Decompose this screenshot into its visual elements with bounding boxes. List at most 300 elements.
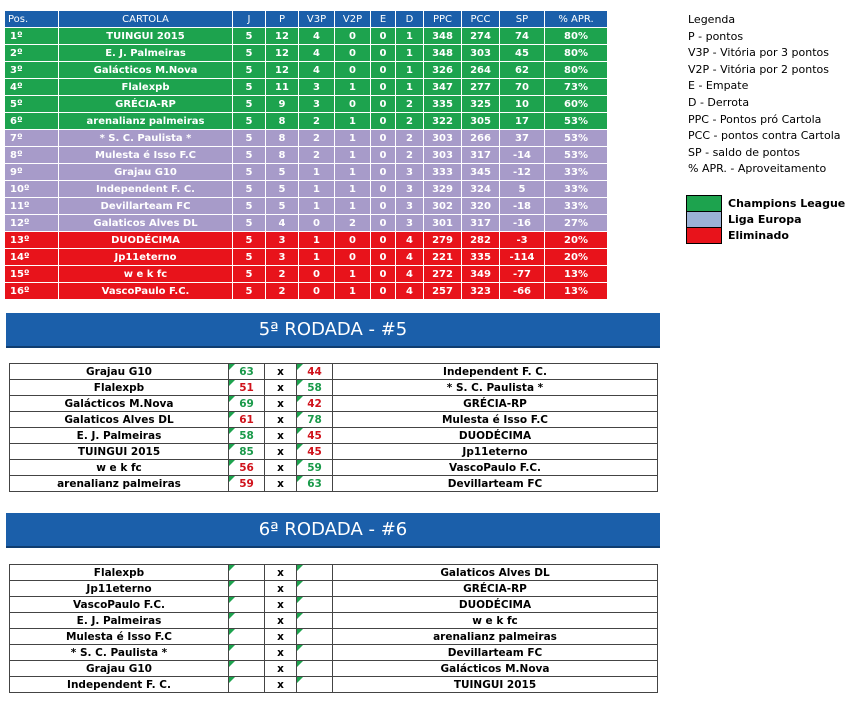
stat-cell: 335: [424, 96, 462, 113]
home-score-cell: 61: [229, 412, 265, 428]
stat-cell: 5: [500, 181, 545, 198]
stat-cell: 11: [266, 79, 299, 96]
stat-cell: 349: [462, 266, 500, 283]
team-name-cell: Jp11eterno: [59, 249, 233, 266]
stat-cell: 27%: [545, 215, 608, 232]
versus-cell: x: [265, 597, 297, 613]
stat-cell: 324: [462, 181, 500, 198]
column-header: E: [371, 11, 396, 28]
stat-cell: 10: [500, 96, 545, 113]
match-row: [10, 629, 658, 645]
standings-row: [5, 113, 608, 130]
stat-cell: 322: [424, 113, 462, 130]
stat-cell: 329: [424, 181, 462, 198]
match-row: [10, 613, 658, 629]
stat-cell: 277: [462, 79, 500, 96]
versus-cell: x: [265, 645, 297, 661]
column-header: Pos.: [5, 11, 59, 28]
zone-label-champions: Champions League: [728, 197, 846, 210]
stat-cell: 0: [371, 147, 396, 164]
position-cell: 8º: [5, 147, 59, 164]
match-row: [10, 565, 658, 581]
match-row: [10, 645, 658, 661]
stat-cell: 20%: [545, 232, 608, 249]
stat-cell: 2: [299, 113, 335, 130]
stat-cell: 2: [299, 130, 335, 147]
stat-cell: 1: [299, 232, 335, 249]
home-score-cell: [229, 565, 265, 581]
stat-cell: 1: [335, 79, 371, 96]
stat-cell: 3: [396, 198, 424, 215]
stat-cell: 303: [424, 130, 462, 147]
standings-row: [5, 181, 608, 198]
stat-cell: 264: [462, 62, 500, 79]
match-row: [10, 380, 658, 396]
versus-cell: x: [265, 565, 297, 581]
home-team-cell: E. J. Palmeiras: [10, 613, 229, 629]
away-score-cell: [297, 645, 333, 661]
away-team-cell: TUINGUI 2015: [333, 677, 658, 693]
stat-cell: 8: [266, 130, 299, 147]
versus-cell: x: [265, 613, 297, 629]
stat-cell: 13%: [545, 266, 608, 283]
stat-cell: 266: [462, 130, 500, 147]
stat-cell: 0: [371, 79, 396, 96]
match-row: [10, 581, 658, 597]
standings-header-row: [5, 11, 608, 28]
match-row: [10, 476, 658, 492]
home-score-cell: 59: [229, 476, 265, 492]
legend-line: D - Derrota: [688, 95, 750, 109]
stat-cell: 60%: [545, 96, 608, 113]
away-team-cell: VascoPaulo F.C.: [333, 460, 658, 476]
stat-cell: -3: [500, 232, 545, 249]
stat-cell: 5: [233, 62, 266, 79]
standings-row: [5, 215, 608, 232]
stat-cell: 1: [299, 181, 335, 198]
match-row: [10, 661, 658, 677]
away-score-cell: [297, 565, 333, 581]
stat-cell: 0: [335, 96, 371, 113]
standings-row: [5, 28, 608, 45]
stat-cell: 279: [424, 232, 462, 249]
stat-cell: 33%: [545, 164, 608, 181]
match-row: [10, 677, 658, 693]
team-name-cell: Galácticos M.Nova: [59, 62, 233, 79]
stat-cell: 12: [266, 28, 299, 45]
team-name-cell: w e k fc: [59, 266, 233, 283]
stat-cell: 348: [424, 28, 462, 45]
stat-cell: 80%: [545, 62, 608, 79]
legend-line: % APR. - Aproveitamento: [688, 162, 827, 176]
versus-cell: x: [265, 661, 297, 677]
stat-cell: 272: [424, 266, 462, 283]
stat-cell: 320: [462, 198, 500, 215]
position-cell: 14º: [5, 249, 59, 266]
team-name-cell: * S. C. Paulista *: [59, 130, 233, 147]
team-name-cell: VascoPaulo F.C.: [59, 283, 233, 300]
stat-cell: 301: [424, 215, 462, 232]
stat-cell: 0: [335, 28, 371, 45]
stat-cell: 3: [396, 181, 424, 198]
away-score-cell: [297, 613, 333, 629]
stat-cell: 0: [371, 266, 396, 283]
stat-cell: 303: [462, 45, 500, 62]
stat-cell: 0: [371, 215, 396, 232]
versus-cell: x: [265, 396, 297, 412]
standings-row: [5, 79, 608, 96]
versus-cell: x: [265, 364, 297, 380]
stat-cell: -14: [500, 147, 545, 164]
away-team-cell: Devillarteam FC: [333, 645, 658, 661]
legend-title: Legenda: [688, 13, 736, 26]
stat-cell: 0: [371, 28, 396, 45]
home-team-cell: Mulesta é Isso F.C: [10, 629, 229, 645]
stat-cell: 1: [299, 249, 335, 266]
stat-cell: 347: [424, 79, 462, 96]
stat-cell: -16: [500, 215, 545, 232]
stat-cell: 0: [371, 113, 396, 130]
match-row: [10, 396, 658, 412]
position-cell: 10º: [5, 181, 59, 198]
column-header: SP: [500, 11, 545, 28]
stat-cell: 0: [371, 96, 396, 113]
stat-cell: 80%: [545, 45, 608, 62]
stat-cell: 0: [371, 181, 396, 198]
stat-cell: 5: [233, 232, 266, 249]
match-row: [10, 428, 658, 444]
stat-cell: -12: [500, 164, 545, 181]
away-score-cell: [297, 661, 333, 677]
stat-cell: 0: [335, 249, 371, 266]
zone-key-table: [686, 195, 846, 244]
position-cell: 11º: [5, 198, 59, 215]
stat-cell: 45: [500, 45, 545, 62]
stat-cell: 1: [396, 45, 424, 62]
versus-cell: x: [265, 444, 297, 460]
away-score-cell: 58: [297, 380, 333, 396]
stat-cell: 4: [396, 249, 424, 266]
standings-row: [5, 164, 608, 181]
stat-cell: 1: [299, 198, 335, 215]
stat-cell: 3: [396, 215, 424, 232]
stat-cell: 37: [500, 130, 545, 147]
column-header: P: [266, 11, 299, 28]
stat-cell: 348: [424, 45, 462, 62]
team-name-cell: Devillarteam FC: [59, 198, 233, 215]
stat-cell: 0: [371, 62, 396, 79]
stat-cell: 5: [233, 130, 266, 147]
stat-cell: -66: [500, 283, 545, 300]
stat-cell: 4: [266, 215, 299, 232]
match-row: [10, 364, 658, 380]
stat-cell: 53%: [545, 147, 608, 164]
team-name-cell: arenalianz palmeiras: [59, 113, 233, 130]
stat-cell: 5: [233, 283, 266, 300]
stat-cell: 302: [424, 198, 462, 215]
standings-row: [5, 198, 608, 215]
stat-cell: 2: [266, 283, 299, 300]
home-team-cell: arenalianz palmeiras: [10, 476, 229, 492]
home-score-cell: [229, 629, 265, 645]
stat-cell: 1: [396, 62, 424, 79]
stat-cell: 8: [266, 147, 299, 164]
home-team-cell: Grajau G10: [10, 364, 229, 380]
position-cell: 12º: [5, 215, 59, 232]
stat-cell: 335: [462, 249, 500, 266]
stat-cell: 0: [371, 130, 396, 147]
zone-key-eliminated: [687, 228, 846, 244]
position-cell: 2º: [5, 45, 59, 62]
legend-line: PPC - Pontos pró Cartola: [688, 112, 822, 126]
home-score-cell: [229, 613, 265, 629]
versus-cell: x: [265, 476, 297, 492]
legend: [688, 12, 841, 178]
away-team-cell: Galácticos M.Nova: [333, 661, 658, 677]
stat-cell: 305: [462, 113, 500, 130]
stat-cell: 0: [371, 283, 396, 300]
stat-cell: 20%: [545, 249, 608, 266]
stat-cell: 0: [299, 283, 335, 300]
stat-cell: 80%: [545, 28, 608, 45]
column-header: J: [233, 11, 266, 28]
team-name-cell: Independent F. C.: [59, 181, 233, 198]
stat-cell: 2: [396, 96, 424, 113]
standings-row: [5, 283, 608, 300]
team-name-cell: Mulesta é Isso F.C: [59, 147, 233, 164]
away-score-cell: 45: [297, 428, 333, 444]
stat-cell: 73%: [545, 79, 608, 96]
stat-cell: 5: [233, 266, 266, 283]
stat-cell: 0: [335, 45, 371, 62]
stat-cell: 5: [266, 181, 299, 198]
away-score-cell: 44: [297, 364, 333, 380]
standings-table: [4, 10, 608, 300]
home-team-cell: Galácticos M.Nova: [10, 396, 229, 412]
stat-cell: 1: [335, 113, 371, 130]
versus-cell: x: [265, 412, 297, 428]
column-header: V2P: [335, 11, 371, 28]
round6-matches-table: [9, 564, 658, 693]
position-cell: 15º: [5, 266, 59, 283]
stat-cell: 282: [462, 232, 500, 249]
stat-cell: -114: [500, 249, 545, 266]
position-cell: 9º: [5, 164, 59, 181]
team-name-cell: E. J. Palmeiras: [59, 45, 233, 62]
stat-cell: 3: [266, 249, 299, 266]
stat-cell: 4: [299, 45, 335, 62]
stat-cell: 2: [299, 147, 335, 164]
team-name-cell: DUODÉCIMA: [59, 232, 233, 249]
home-team-cell: Galaticos Alves DL: [10, 412, 229, 428]
stat-cell: 5: [233, 249, 266, 266]
stat-cell: 325: [462, 96, 500, 113]
position-cell: 13º: [5, 232, 59, 249]
stat-cell: 8: [266, 113, 299, 130]
stat-cell: 4: [396, 232, 424, 249]
legend-line: PCC - pontos contra Cartola: [688, 129, 841, 143]
column-header: % APR.: [545, 11, 608, 28]
away-team-cell: Independent F. C.: [333, 364, 658, 380]
away-team-cell: Devillarteam FC: [333, 476, 658, 492]
zone-key-champions: [687, 196, 846, 212]
stat-cell: 323: [462, 283, 500, 300]
stat-cell: 4: [299, 28, 335, 45]
home-score-cell: [229, 581, 265, 597]
versus-cell: x: [265, 581, 297, 597]
stat-cell: 2: [396, 113, 424, 130]
legend-line: V3P - Vitória por 3 pontos: [688, 46, 830, 60]
standings-row: [5, 130, 608, 147]
position-cell: 16º: [5, 283, 59, 300]
match-row: [10, 412, 658, 428]
away-score-cell: 63: [297, 476, 333, 492]
match-row: [10, 460, 658, 476]
away-team-cell: DUODÉCIMA: [333, 428, 658, 444]
stat-cell: 317: [462, 147, 500, 164]
team-name-cell: GRÉCIA-RP: [59, 96, 233, 113]
standings-row: [5, 45, 608, 62]
away-score-cell: [297, 597, 333, 613]
position-cell: 3º: [5, 62, 59, 79]
stat-cell: 1: [335, 164, 371, 181]
stat-cell: 4: [396, 266, 424, 283]
stat-cell: 62: [500, 62, 545, 79]
home-team-cell: Grajau G10: [10, 661, 229, 677]
stat-cell: 4: [299, 62, 335, 79]
match-row: [10, 444, 658, 460]
away-score-cell: 59: [297, 460, 333, 476]
stat-cell: 33%: [545, 181, 608, 198]
home-team-cell: Independent F. C.: [10, 677, 229, 693]
standings-row: [5, 266, 608, 283]
stat-cell: 257: [424, 283, 462, 300]
stat-cell: 12: [266, 62, 299, 79]
position-cell: 5º: [5, 96, 59, 113]
away-team-cell: w e k fc: [333, 613, 658, 629]
stat-cell: 0: [335, 62, 371, 79]
stat-cell: 274: [462, 28, 500, 45]
home-score-cell: [229, 661, 265, 677]
column-header: D: [396, 11, 424, 28]
column-header: V3P: [299, 11, 335, 28]
stat-cell: 3: [396, 164, 424, 181]
away-team-cell: * S. C. Paulista *: [333, 380, 658, 396]
home-team-cell: Flalexpb: [10, 380, 229, 396]
standings-row: [5, 96, 608, 113]
stat-cell: 0: [371, 249, 396, 266]
stat-cell: 317: [462, 215, 500, 232]
stat-cell: 1: [335, 181, 371, 198]
stat-cell: 5: [266, 198, 299, 215]
away-score-cell: [297, 629, 333, 645]
position-cell: 1º: [5, 28, 59, 45]
home-score-cell: 69: [229, 396, 265, 412]
standings-row: [5, 232, 608, 249]
stat-cell: 1: [335, 147, 371, 164]
stat-cell: 345: [462, 164, 500, 181]
stat-cell: 74: [500, 28, 545, 45]
team-name-cell: Flalexpb: [59, 79, 233, 96]
stat-cell: 3: [266, 232, 299, 249]
home-team-cell: * S. C. Paulista *: [10, 645, 229, 661]
match-row: [10, 597, 658, 613]
versus-cell: x: [265, 380, 297, 396]
away-score-cell: [297, 581, 333, 597]
stat-cell: 0: [371, 45, 396, 62]
stat-cell: 5: [233, 215, 266, 232]
stat-cell: 3: [299, 79, 335, 96]
zone-label-europa: Liga Europa: [728, 213, 802, 226]
stat-cell: 0: [371, 232, 396, 249]
versus-cell: x: [265, 629, 297, 645]
away-score-cell: [297, 677, 333, 693]
column-header: PPC: [424, 11, 462, 28]
stat-cell: 1: [396, 28, 424, 45]
away-score-cell: 42: [297, 396, 333, 412]
standings-row: [5, 62, 608, 79]
team-name-cell: Galaticos Alves DL: [59, 215, 233, 232]
round5-matches-table: [9, 363, 658, 492]
team-name-cell: TUINGUI 2015: [59, 28, 233, 45]
stat-cell: 70: [500, 79, 545, 96]
stat-cell: 2: [335, 215, 371, 232]
away-team-cell: Mulesta é Isso F.C: [333, 412, 658, 428]
stat-cell: 5: [233, 113, 266, 130]
away-team-cell: arenalianz palmeiras: [333, 629, 658, 645]
home-team-cell: TUINGUI 2015: [10, 444, 229, 460]
team-name-cell: Grajau G10: [59, 164, 233, 181]
home-team-cell: w e k fc: [10, 460, 229, 476]
home-score-cell: 58: [229, 428, 265, 444]
round5-title: 5ª RODADA - #5: [6, 313, 660, 348]
stat-cell: 12: [266, 45, 299, 62]
zone-swatch-champions: [687, 196, 722, 212]
stat-cell: 333: [424, 164, 462, 181]
stat-cell: 5: [233, 79, 266, 96]
zone-swatch-europa: [687, 212, 722, 228]
stat-cell: 5: [233, 147, 266, 164]
away-team-cell: Jp11eterno: [333, 444, 658, 460]
stat-cell: 1: [335, 130, 371, 147]
position-cell: 6º: [5, 113, 59, 130]
zone-label-eliminated: Eliminado: [728, 229, 789, 242]
home-team-cell: VascoPaulo F.C.: [10, 597, 229, 613]
versus-cell: x: [265, 428, 297, 444]
home-score-cell: [229, 597, 265, 613]
round6-title: 6ª RODADA - #6: [6, 513, 660, 548]
stat-cell: 0: [371, 164, 396, 181]
legend-line: P - pontos: [688, 29, 744, 43]
away-score-cell: 45: [297, 444, 333, 460]
stat-cell: 3: [299, 96, 335, 113]
stat-cell: -77: [500, 266, 545, 283]
home-team-cell: Jp11eterno: [10, 581, 229, 597]
stat-cell: 5: [233, 45, 266, 62]
stat-cell: 5: [233, 198, 266, 215]
stat-cell: 1: [335, 198, 371, 215]
stat-cell: -18: [500, 198, 545, 215]
stat-cell: 0: [299, 215, 335, 232]
stat-cell: 33%: [545, 198, 608, 215]
stat-cell: 2: [396, 147, 424, 164]
stat-cell: 5: [266, 164, 299, 181]
away-team-cell: DUODÉCIMA: [333, 597, 658, 613]
home-score-cell: [229, 677, 265, 693]
home-score-cell: [229, 645, 265, 661]
stat-cell: 5: [233, 164, 266, 181]
column-header: CARTOLA: [59, 11, 233, 28]
